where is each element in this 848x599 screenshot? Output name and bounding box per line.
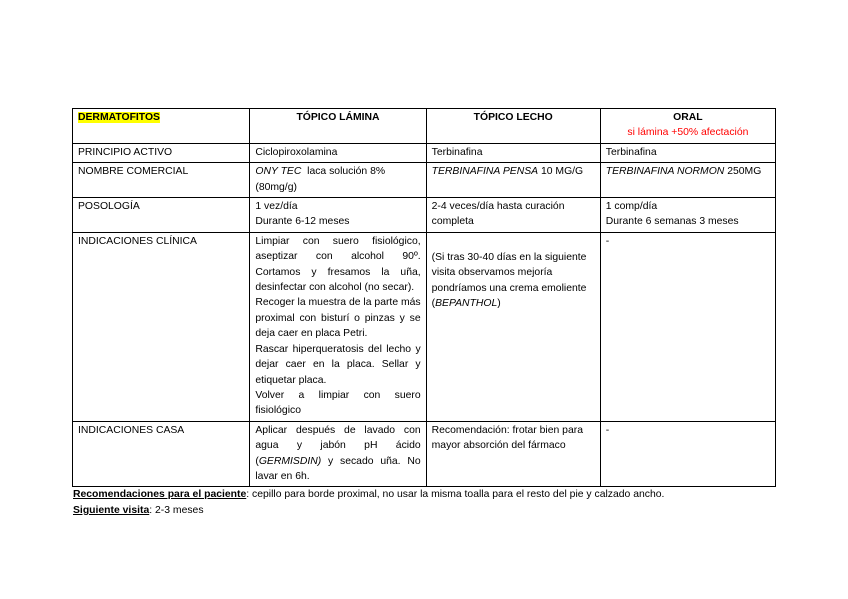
posologia-lamina-1: 1 vez/día [255,201,298,213]
row-label-casa: INDICACIONES CASA [73,421,250,487]
clinica-lecho-post: ) [497,298,501,310]
casa-lamina-brand: GERMISDIN) [258,455,322,467]
table-header-row [73,109,776,144]
nombre-lamina-rest: laca solución 8% (80mg/g) [255,166,386,193]
row-label-principio: PRINCIPIO ACTIVO [73,143,250,162]
clinica-lamina-3: Rascar hiperqueratosis del lecho y dejar caer en la placa. Sellar y etiquetar placa. [255,343,421,386]
recommendations-text: : cepillo para borde proximal, no usar la misma toalla para el resto del pie y calzado ancho. [246,489,665,501]
posologia-lamina [250,198,426,233]
row-label-posologia: POSOLOGÍA [73,198,250,233]
posologia-oral-1: 1 comp/día [605,201,658,213]
row-label-nombre: NOMBRE COMERCIAL [73,163,250,198]
header-oral-note: si lámina +50% afectación [627,127,749,139]
clinica-lecho [426,232,600,421]
clinica-lecho-pre: (Si tras 30-40 días en la siguiente visita observamos mejoría pondríamos una crema emoliente ( [431,251,587,310]
casa-lamina-pre: Aplicar después de lavado con agua y jabón pH ácido ( [255,424,421,467]
casa-lecho: Recomendación: frotar bien para mayor absorción del fármaco [426,421,600,487]
recommendations-line [73,487,776,503]
header-topico-lamina: TÓPICO LÁMINA [250,109,426,144]
principio-oral: Terbinafina [600,143,775,162]
next-visit-line [73,503,776,519]
casa-lamina [250,421,426,487]
posologia-oral-2: Durante 6 semanas 3 meses [605,216,739,228]
posologia-lamina-2: Durante 6-12 meses [255,216,350,228]
patient-notes [72,487,776,518]
clinica-lamina-2: Recoger la muestra de la parte más proximal con bisturí o pinzas y se deja caer en placa Petri. [255,297,421,340]
row-label-clinica: INDICACIONES CLÍNICA [73,232,250,421]
principio-lecho: Terbinafina [426,143,600,162]
table-row [73,232,776,421]
next-visit-text: : 2-3 meses [149,504,204,516]
clinica-lamina-1: Limpiar con suero fisiológico, aseptizar con alcohol 90º. Cortamos y fresamos la uña, desinfectar con alcohol (no secar). [255,235,421,294]
header-dermatofitos: DERMATOFITOS [78,112,160,123]
clinica-oral: - [600,232,775,421]
principio-lamina: Ciclopiroxolamina [250,143,426,162]
nombre-lamina-brand: ONY TEC [255,166,302,178]
nombre-oral [600,163,775,198]
table-row [73,143,776,162]
clinica-lecho-brand: BEPANTHOL [435,298,498,310]
clinica-lamina-4: Volver a limpiar con suero fisiológico [255,389,421,417]
table-row [73,163,776,198]
posologia-oral [600,198,775,233]
clinica-lamina [250,232,426,421]
treatment-table [72,108,776,487]
table-row [73,198,776,233]
nombre-lecho-brand: TERBINAFINA PENSA [431,166,539,178]
casa-oral: - [600,421,775,487]
next-visit-label: Siguiente visita [73,504,150,516]
header-cell-dermatofitos [73,109,250,144]
nombre-lamina [250,163,426,198]
nombre-lecho [426,163,600,198]
nombre-lecho-rest: 10 MG/G [540,166,584,178]
nombre-oral-rest: 250MG [727,166,762,178]
casa-lamina-post: y secado uña. No lavar en 6h. [255,455,421,482]
document-body [72,108,776,518]
posologia-lecho: 2-4 veces/día hasta curación completa [426,198,600,233]
nombre-oral-brand: TERBINAFINA NORMON [605,166,725,178]
header-oral-cell [600,109,775,144]
header-oral: ORAL [673,112,703,123]
header-topico-lecho: TÓPICO LECHO [426,109,600,144]
table-row [73,421,776,487]
recommendations-label: Recomendaciones para el paciente [73,489,247,501]
